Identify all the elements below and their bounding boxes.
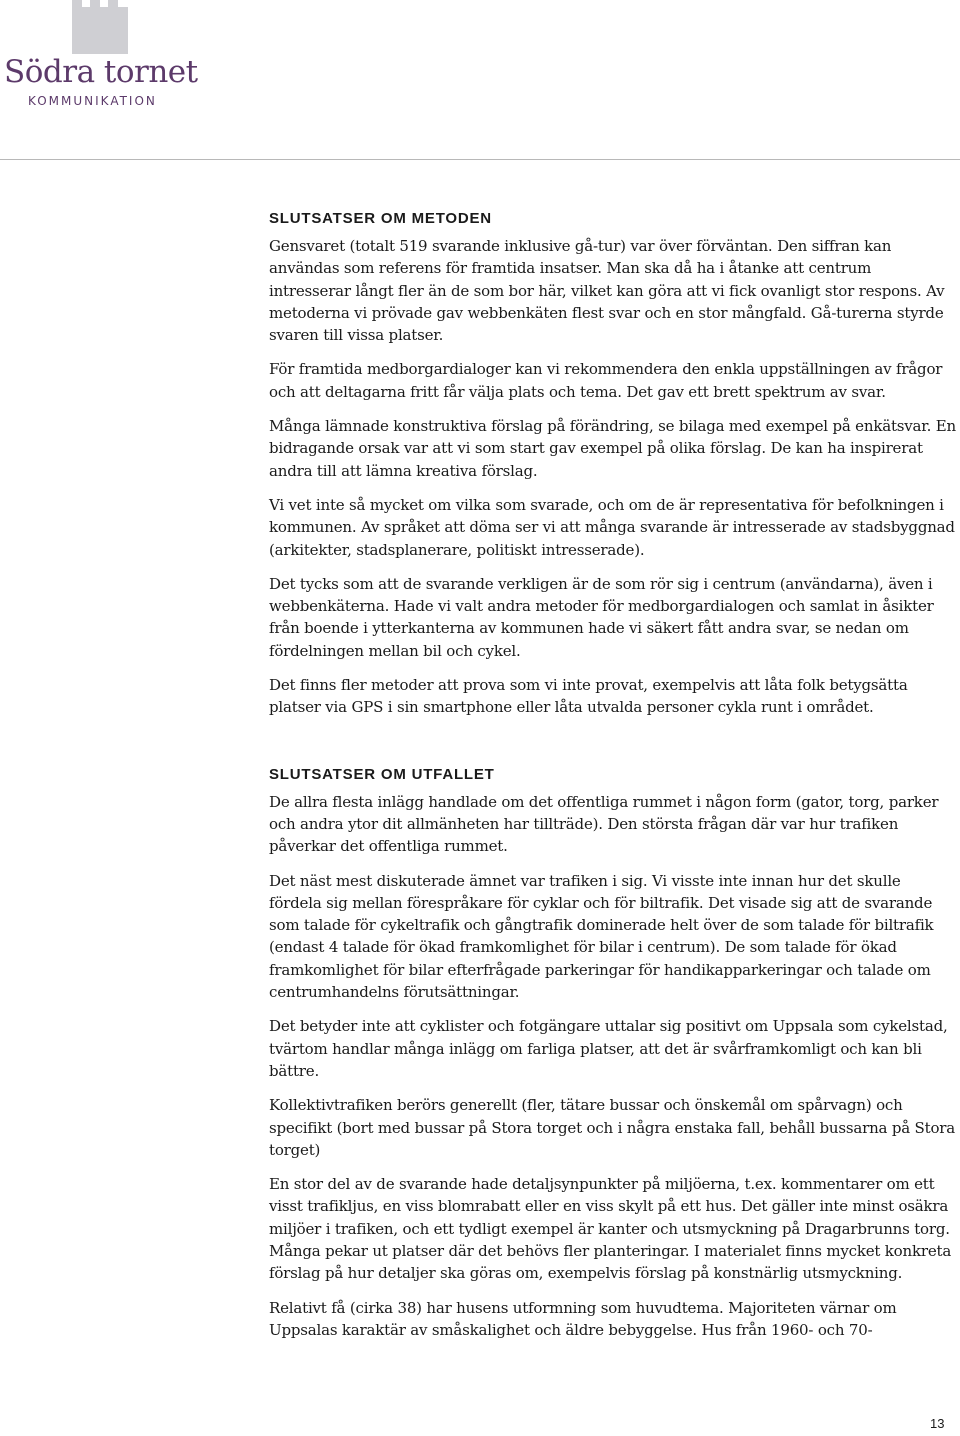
paragraph: Det finns fler metoder att prova som vi inte provat, exempelvis att låta folk betygsätta platser via GPS i sin smartphone eller låta utvalda personer cykla runt i området. (269, 676, 908, 717)
paragraph: Det tycks som att de svarande verkligen är de som rör sig i centrum (användarna), även i webbenkäterna. Hade vi valt andra metoder för medborgardialogen och samlat in åsikter från boende i ytterkanterna av kommunen hade vi säkert fått andra svar, se nedan om fördelningen mellan bil och cykel. (269, 574, 934, 660)
paragraph: För framtida medborgardialoger kan vi rekommendera den enkla uppställningen av frågor och att deltagarna fritt får välja plats och tema. Det gav ett brett spektrum av svar. (269, 360, 943, 401)
main-content (269, 209, 957, 1353)
paragraph: Relativt få (cirka 38) har husens utformning som huvudtema. Majoriteten värnar om Uppsalas karaktär av småskalighet och äldre bebyggelse. Hus från 1960- och 70- (269, 1298, 897, 1339)
paragraph: Det näst mest diskuterade ämnet var trafiken i sig. Vi visste inte innan hur det skulle fördela sig mellan förespråkare för cyklar och för biltrafik. Det visade sig att de svarande som talade för cykeltrafik och gångtrafik dominerade helt över de som talade för biltrafik (endast 4 talade för ökad framkomlighet för bilar i centrum). De som talade för ökad framkomlighet för bilar efterfrågade parkeringar för handikapparkeringar och talade om centrumhandelns förutsättningar. (269, 871, 934, 1002)
brand-subtitle: KOMMUNIKATION (28, 94, 157, 108)
paragraph: Kollektivtrafiken berörs generellt (fler, tätare bussar och önskemål om spårvagn) och specifikt (bort med bussar på Stora torget och i några enstaka fall, behåll bussarna på Stora torget) (269, 1096, 955, 1159)
paragraph: En stor del av de svarande hade detaljsynpunkter på miljöerna, t.ex. kommentarer om ett visst trafikljus, en viss blomrabatt eller en viss skylt på ett hus. Det gäller inte minst osäkra miljöer i trafiken, och ett tydligt exempel är kanter och utsmyckning på Dragarbrunns torg. Många pekar ut platser där det behövs fler planteringar. I materialet finns mycket konkreta förslag på hur detaljer ska göras om, exempelvis förslag på konstnärlig utsmyckning. (269, 1175, 952, 1283)
section-heading: SLUTSATSER OM UTFALLET (269, 765, 495, 783)
sodra-tornet-logo (4, 0, 204, 110)
paragraph: Gensvaret (totalt 519 svarande inklusive gå-tur) var över förväntan. Den siffran kan användas som referens för framtida insatser. Man ska då ha i åtanke att centrum intresserar långt fler än de som bor här, vilket kan göra att vi fick ovanligt stor respons. Av metoderna vi prövade gav webbenkäten flest svar och en stor mångfald. Gå-turerna styrde svaren till vissa platser. (269, 237, 945, 345)
header-divider (0, 159, 960, 160)
paragraph: Vi vet inte så mycket om vilka som svarade, och om de är representativa för befolkningen i kommunen. Av språket att döma ser vi att många svarande är intresserade av stadsbyggnad (arkitekter, stadsplanerare, politiskt intresserade). (269, 495, 955, 559)
page-header (0, 0, 960, 162)
brand-name: Södra tornet (4, 54, 198, 90)
section-outcome-conclusions (269, 765, 957, 1342)
paragraph: Många lämnade konstruktiva förslag på förändring, se bilaga med exempel på enkätsvar. En bidragande orsak var att vi som start gav exempel på olika förslag. De kan ha inspirerat andra till att lämna kreativa förslag. (269, 417, 956, 480)
section-heading: SLUTSATSER OM METODEN (269, 210, 492, 227)
page-number: 13 (930, 1416, 945, 1431)
section-method-conclusions (269, 209, 957, 719)
paragraph: Det betyder inte att cyklister och fotgängare uttalar sig positivt om Uppsala som cykelstad, tvärtom handlar många inlägg om farliga platser, att det är svårframkomligt och kan bli bättre. (269, 1017, 948, 1080)
tower-icon (72, 0, 128, 54)
paragraph: De allra flesta inlägg handlade om det offentliga rummet i någon form (gator, torg, parker och andra ytor dit allmänheten har tillträde). Den största frågan där var hur trafiken påverkar det offentliga rummet. (269, 792, 939, 856)
section-spacer (269, 731, 957, 765)
